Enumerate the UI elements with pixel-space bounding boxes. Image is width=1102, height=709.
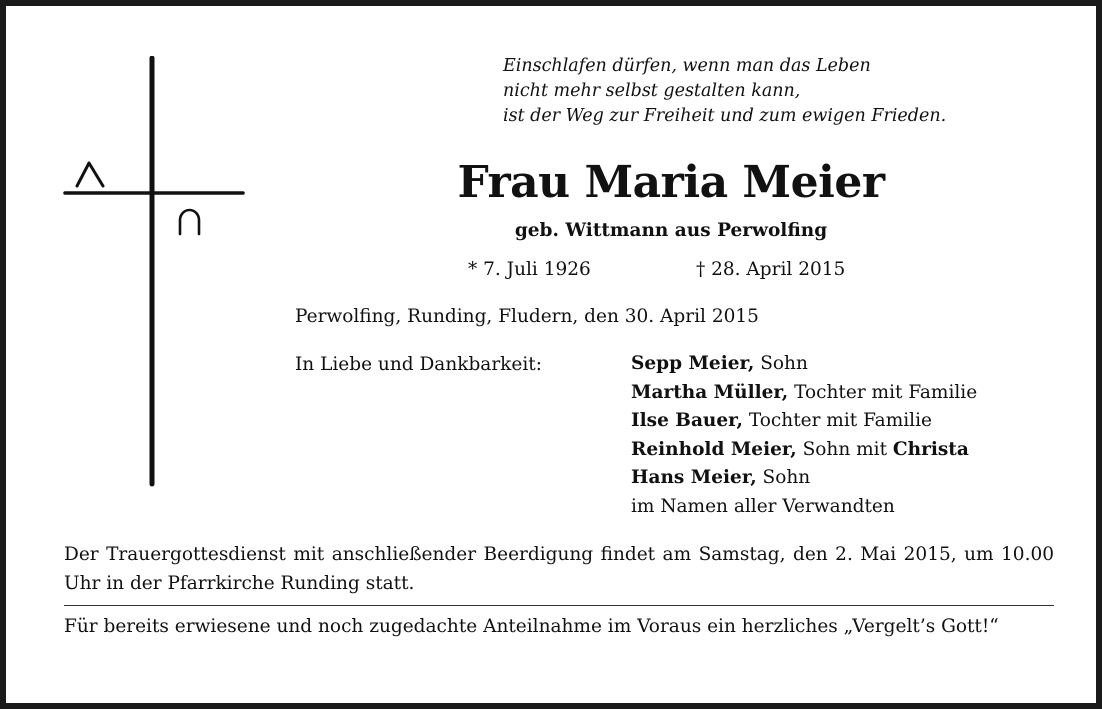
birth-date: * 7. Juli 1926 <box>468 259 591 280</box>
deceased-name: Frau Maria Meier <box>457 157 885 208</box>
quote-line: ist der Weg zur Freiheit und zum ewigen Frieden. <box>503 106 947 126</box>
omega-icon <box>180 210 199 234</box>
mourner-name: Hans Meier, <box>631 467 757 489</box>
mourner-row <box>631 379 977 408</box>
quote-line: nicht mehr selbst gestalten kann, <box>503 81 801 101</box>
mourner-row <box>631 350 977 379</box>
mourner-name: Martha Müller, <box>631 381 789 403</box>
mourner-relation: im Namen aller Verwandten <box>631 495 895 517</box>
mourner-relation: Tochter mit Familie <box>743 410 932 432</box>
cross-alpha-omega-icon <box>56 56 256 496</box>
place-date-line: Perwolfing, Runding, Fludern, den 30. April 2015 <box>295 306 759 327</box>
quote-block <box>503 54 1093 129</box>
mourner-name: Reinhold Meier, <box>631 438 797 460</box>
mourner-partner-name: Christa <box>892 438 969 460</box>
mourners-intro: In Liebe und Dankbarkeit: <box>295 354 542 375</box>
mourner-relation: Sohn <box>754 353 808 374</box>
thanks-text: Für bereits erwiesene und noch zugedachte Anteilnahme im Voraus ein herzliches „Vergelt’s Gott!“ <box>64 616 999 637</box>
birth-info: geb. Wittmann aus Perwolfing <box>514 220 828 241</box>
death-date: † 28. April 2015 <box>696 259 846 280</box>
divider-line <box>64 605 1054 606</box>
alpha-icon <box>77 163 103 186</box>
mourner-row <box>631 436 977 465</box>
quote-line: Einschlafen dürfen, wenn man das Leben <box>503 56 871 76</box>
mourners-list <box>631 350 977 522</box>
mourner-relation: Tochter mit Familie <box>788 381 978 403</box>
mourner-row <box>631 407 977 436</box>
mourner-relation: Sohn <box>756 467 811 489</box>
funeral-service-text: Der Trauergottesdienst mit anschließender Beerdigung findet am Samstag, den 2. Mai 2015, um 10.00 Uhr in der Pfarrkirche Runding statt. <box>64 544 1054 594</box>
mourner-row <box>631 464 977 493</box>
mourner-relation: Sohn mit <box>796 438 893 460</box>
mourner-name: Ilse Bauer, <box>631 410 743 432</box>
mourner-row <box>631 493 977 522</box>
mourner-name: Sepp Meier, <box>631 353 755 374</box>
